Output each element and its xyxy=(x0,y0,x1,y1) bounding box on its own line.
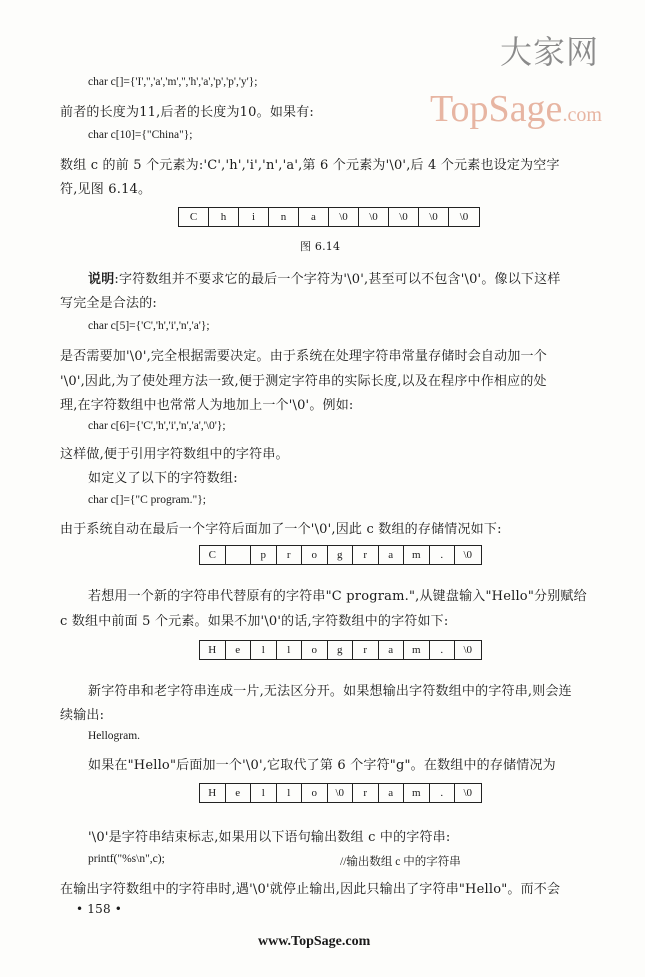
array-cell: i xyxy=(239,208,269,226)
array-cell: a xyxy=(379,784,405,802)
char-array-box-china xyxy=(178,207,480,227)
code-line-2: char c[10]={"China"}; xyxy=(88,129,193,141)
array-cell: C xyxy=(200,546,226,564)
paragraph-line: 是否需要加'\0',完全根据需要决定。由于系统在处理字符串常量存储时会自动加一个 xyxy=(60,349,547,364)
array-cell: a xyxy=(379,641,405,659)
array-cell: m xyxy=(404,641,430,659)
array-cell: \0 xyxy=(389,208,419,226)
array-cell: m xyxy=(404,546,430,564)
code-comment: //输出数组 c 中的字符串 xyxy=(340,856,461,868)
array-cell: g xyxy=(328,546,354,564)
paragraph-line: 符,见图 6.14。 xyxy=(60,182,152,197)
array-cell: . xyxy=(430,784,456,802)
array-cell: r xyxy=(353,546,379,564)
array-cell: l xyxy=(251,784,277,802)
watermark-english: TopSage.com xyxy=(430,88,602,130)
paragraph-line: '\0',因此,为了使处理方法一致,便于测定字符串的实际长度,以及在程序中作相应的处 xyxy=(60,374,547,389)
paragraph-line: 前者的长度为11,后者的长度为10。如果有: xyxy=(60,105,314,120)
array-cell: \0 xyxy=(359,208,389,226)
paragraph-line: 在输出字符数组中的字符串时,遇'\0'就停止输出,因此只输出了字符串"Hello"。而不会 xyxy=(60,882,561,897)
page-number: • 158 • xyxy=(76,902,123,916)
array-cell: \0 xyxy=(328,784,354,802)
code-line-3: char c[5]={'C','h','i','n','a'}; xyxy=(88,320,210,332)
code-line-1: char c[]={'I','','a','m','','h','a','p','p','y'}; xyxy=(88,76,258,88)
footer-url: www.TopSage.com xyxy=(258,934,371,949)
array-cell: . xyxy=(430,546,456,564)
output-text: Hellogram. xyxy=(88,730,141,742)
array-cell: e xyxy=(226,641,252,659)
paragraph-line: 续输出: xyxy=(60,708,105,723)
array-cell: e xyxy=(226,784,252,802)
code-line-4: char c[6]={'C','h','i','n','a','\0'}; xyxy=(88,420,226,432)
char-array-box-cprogram xyxy=(199,545,482,565)
array-cell: o xyxy=(302,546,328,564)
paragraph-line: 新字符串和老字符串连成一片,无法区分开。如果想输出字符数组中的字符串,则会连 xyxy=(88,684,572,699)
array-cell: a xyxy=(379,546,405,564)
paragraph-line: 这样做,便于引用字符数组中的字符串。 xyxy=(60,447,289,462)
char-array-box-hello-terminated xyxy=(199,783,482,803)
array-cell: r xyxy=(353,641,379,659)
paragraph-line: '\0'是字符串结束标志,如果用以下语句输出数组 c 中的字符串: xyxy=(88,830,451,845)
paragraph-line: 理,在字符数组中也常常人为地加上一个'\0'。例如: xyxy=(60,398,354,413)
array-cell: \0 xyxy=(463,549,473,561)
array-cell: o xyxy=(302,641,328,659)
watermark-chinese: 大家网 xyxy=(500,33,600,71)
paragraph-line: c 数组中前面 5 个元素。如果不加'\0'的话,字符数组中的字符如下: xyxy=(60,614,449,629)
note-line: 说明:字符数组并不要求它的最后一个字符为'\0',甚至可以不包含'\0'。像以下这样 xyxy=(88,272,561,287)
array-cell: . xyxy=(430,641,456,659)
array-cell: a xyxy=(299,208,329,226)
paragraph-line: 如定义了以下的字符数组: xyxy=(88,471,238,486)
array-cell: \0 xyxy=(463,787,473,799)
array-cell: l xyxy=(277,641,303,659)
paragraph-line: 若想用一个新的字符串代替原有的字符串"C program.",从键盘输入"Hello"分别赋给 xyxy=(88,589,587,604)
array-cell: n xyxy=(269,208,299,226)
array-cell: r xyxy=(353,784,379,802)
array-cell: l xyxy=(251,641,277,659)
array-cell: \0 xyxy=(329,208,359,226)
array-cell: g xyxy=(328,641,354,659)
code-line-6: printf("%s\n",c); xyxy=(88,853,165,865)
array-cell: h xyxy=(209,208,239,226)
array-cell: r xyxy=(277,546,303,564)
array-cell: l xyxy=(277,784,303,802)
array-cell: \0 xyxy=(463,644,473,656)
array-cell: \0 xyxy=(459,211,469,223)
paragraph-line: 数组 c 的前 5 个元素为:'C','h','i','n','a',第 6 个元素为'\0',后 4 个元素也设定为空字 xyxy=(60,158,560,173)
array-cell xyxy=(226,546,252,564)
array-cell: p xyxy=(251,546,277,564)
paragraph-line: 写完全是合法的: xyxy=(60,296,157,311)
array-cell: C xyxy=(179,208,209,226)
paragraph-line: 由于系统自动在最后一个字符后面加了一个'\0',因此 c 数组的存储情况如下: xyxy=(60,522,502,537)
code-line-5: char c[]={"C program."}; xyxy=(88,494,206,506)
array-cell: o xyxy=(302,784,328,802)
watermark xyxy=(430,25,630,140)
array-cell: \0 xyxy=(419,208,449,226)
array-cell: H xyxy=(200,784,226,802)
figure-caption: 图 6.14 xyxy=(300,240,341,253)
note-label: 说明 xyxy=(88,272,115,287)
array-cell: m xyxy=(404,784,430,802)
paragraph-line: 如果在"Hello"后面加一个'\0',它取代了第 6 个字符"g"。在数组中的存储情况为 xyxy=(88,758,556,773)
char-array-box-hellogram xyxy=(199,640,482,660)
array-cell: H xyxy=(200,641,226,659)
